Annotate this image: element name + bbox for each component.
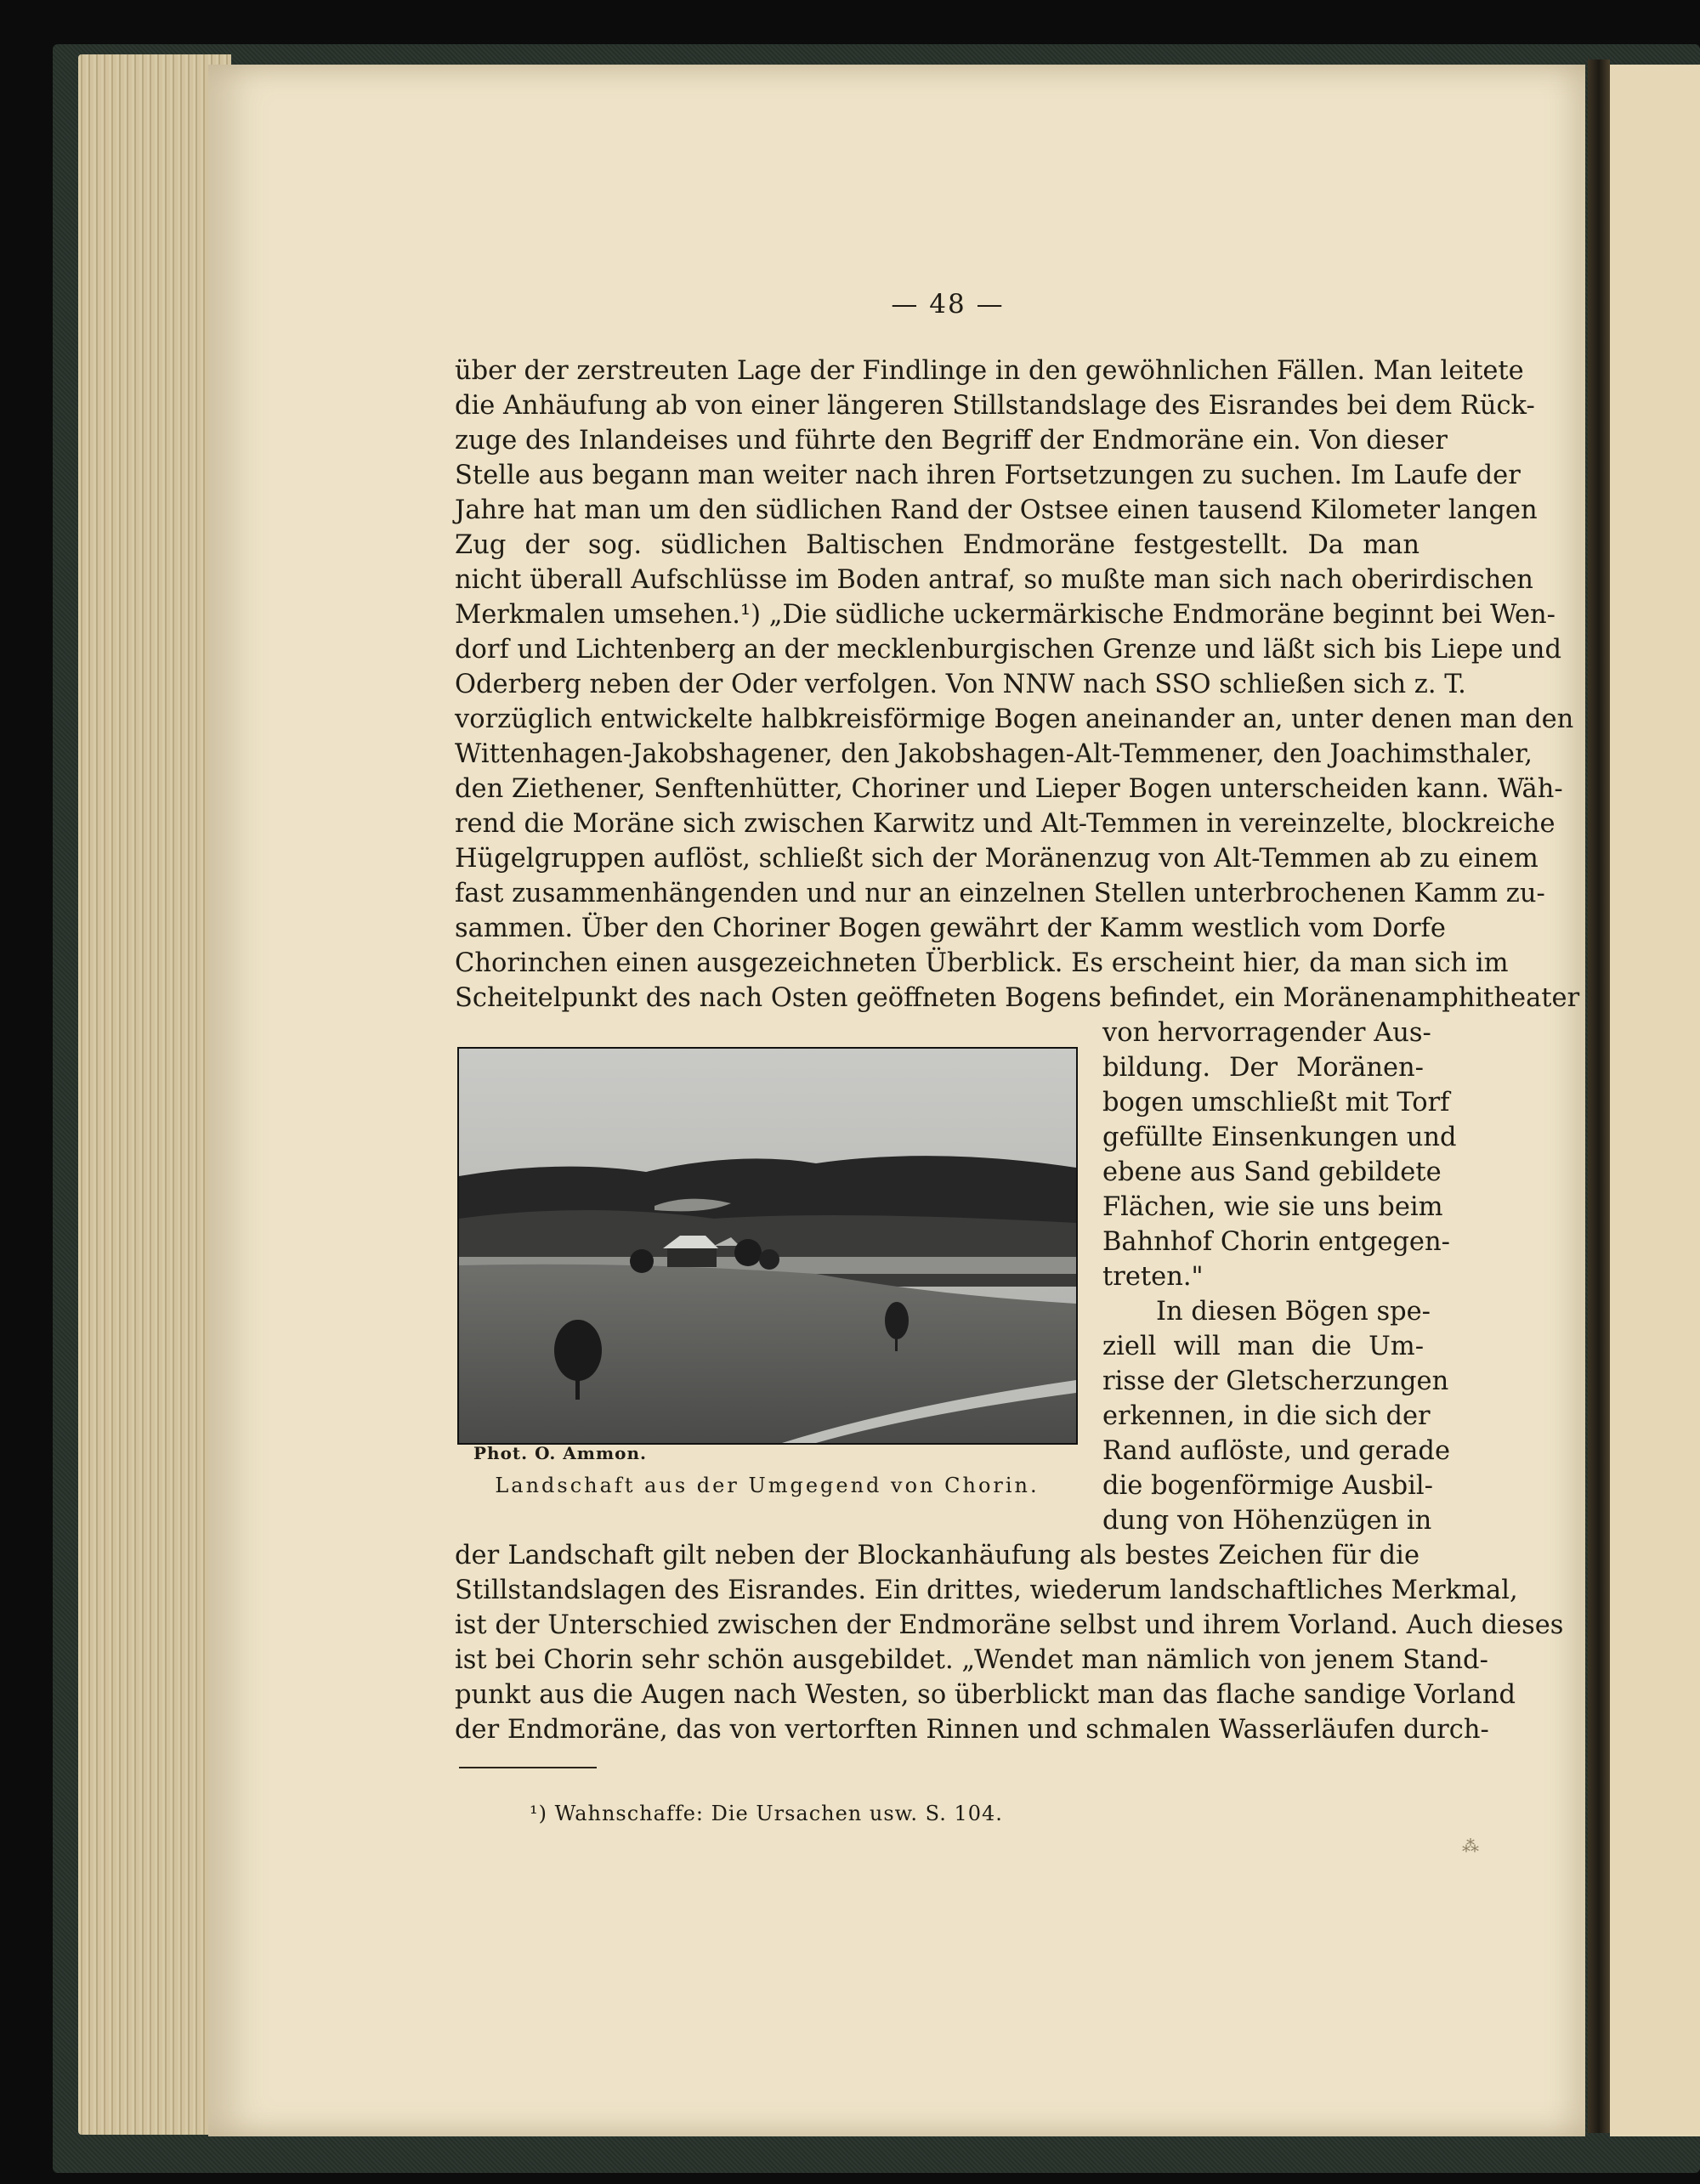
text-line: die Anhäufung ab von einer längeren Stillstandslage des Eisrandes bei dem Rück-: [455, 391, 1535, 421]
text-line: ist bei Chorin sehr schön ausgebildet. „Wendet man nämlich von jenem Stand-: [455, 1645, 1488, 1675]
text-line: sammen. Über den Choriner Bogen gewährt der Kamm westlich vom Dorfe: [455, 914, 1446, 943]
text-line: Wittenhagen-Jakobshagener, den Jakobshagen-Alt-Temmener, den Joachimsthaler,: [455, 739, 1533, 769]
text-line: rend die Moräne sich zwischen Karwitz und Alt-Temmen in vereinzelte, blockreiche: [455, 809, 1556, 839]
book-gutter: [1588, 59, 1610, 2133]
text-line: gefüllte Einsenkungen und: [1102, 1123, 1457, 1152]
text-line: punkt aus die Augen nach Westen, so überblickt man das flache sandige Vorland: [455, 1680, 1516, 1710]
text-line: Hügelgruppen auflöst, schließt sich der Moränenzug von Alt-Temmen ab zu einem: [455, 844, 1538, 874]
text-line: die bogenförmige Ausbil-: [1102, 1471, 1433, 1501]
text-line: ist der Unterschied zwischen der Endmoräne selbst und ihrem Vorland. Auch dieses: [455, 1610, 1564, 1640]
text-line: Jahre hat man um den südlichen Rand der Ostsee einen tausend Kilometer langen: [455, 495, 1538, 525]
text-line: fast zusammenhängenden und nur an einzelnen Stellen unterbrochenen Kamm zu-: [455, 879, 1545, 908]
page-number: — 48 —: [891, 289, 1005, 320]
text-line: dung von Höhenzügen in: [1102, 1506, 1432, 1536]
landscape-photo: [457, 1047, 1078, 1445]
text-line: bildung. Der Moränen-: [1102, 1053, 1424, 1083]
text-line: erkennen, in die sich der: [1102, 1401, 1431, 1431]
text-line: der Endmoräne, das von vertorften Rinnen und schmalen Wasserläufen durch-: [455, 1715, 1489, 1745]
text-line: zuge des Inlandeises und führte den Begriff der Endmoräne ein. Von dieser: [455, 426, 1448, 455]
next-page-edge: [1610, 65, 1700, 2136]
photo-caption: Landschaft aus der Umgegend von Chorin.: [495, 1474, 1040, 1497]
text-line: Scheitelpunkt des nach Osten geöffneten Bogens befindet, ein Moränenamphitheater: [455, 983, 1580, 1013]
text-line: Merkmalen umsehen.¹) „Die südliche uckermärkische Endmoräne beginnt bei Wen-: [455, 600, 1556, 630]
text-line: ziell will man die Um-: [1102, 1332, 1424, 1361]
text-line: von hervorragender Aus-: [1102, 1018, 1431, 1048]
text-line: Stillstandslagen des Eisrandes. Ein drittes, wiederum landschaftliches Merkmal,: [455, 1576, 1518, 1605]
text-line: dorf und Lichtenberg an der mecklenburgischen Grenze und läßt sich bis Liepe und: [455, 635, 1561, 665]
text-line: In diesen Bögen spe-: [1156, 1297, 1431, 1327]
photo-credit: Phot. O. Ammon.: [473, 1443, 647, 1463]
text-line: risse der Gletscherzungen: [1102, 1366, 1449, 1396]
text-line: Stelle aus begann man weiter nach ihren Fortsetzungen zu suchen. Im Laufe der: [455, 461, 1521, 490]
text-line: ebene aus Sand gebildete: [1102, 1157, 1442, 1187]
text-line: Chorinchen einen ausgezeichneten Überblick. Es erscheint hier, da man sich im: [455, 948, 1509, 978]
text-line: Rand auflöste, und gerade: [1102, 1436, 1451, 1466]
text-line: Flächen, wie sie uns beim: [1102, 1192, 1443, 1222]
text-line: Zug der sog. südlichen Baltischen Endmoräne festgestellt. Da man: [455, 530, 1420, 560]
text-line: treten.": [1102, 1262, 1204, 1292]
text-line: nicht überall Aufschlüsse im Boden antraf, so mußte man sich nach oberirdischen: [455, 565, 1533, 595]
footnote: ¹) Wahnschaffe: Die Ursachen usw. S. 104.: [530, 1802, 1003, 1825]
paper-mark: ⁂: [1462, 1836, 1479, 1856]
text-line: über der zerstreuten Lage der Findlinge in den gewöhnlichen Fällen. Man leitete: [455, 356, 1524, 386]
text-line: Bahnhof Chorin entgegen-: [1102, 1227, 1450, 1257]
footnote-divider: [459, 1767, 597, 1768]
text-line: den Ziethener, Senftenhütter, Choriner und Lieper Bogen unterscheiden kann. Wäh-: [455, 774, 1563, 804]
text-line: Oderberg neben der Oder verfolgen. Von NNW nach SSO schließen sich z. T.: [455, 670, 1466, 699]
text-line: der Landschaft gilt neben der Blockanhäufung als bestes Zeichen für die: [455, 1541, 1420, 1570]
text-line: bogen umschließt mit Torf: [1102, 1088, 1450, 1117]
text-line: vorzüglich entwickelte halbkreisförmige Bogen aneinander an, unter denen man den: [455, 704, 1574, 734]
